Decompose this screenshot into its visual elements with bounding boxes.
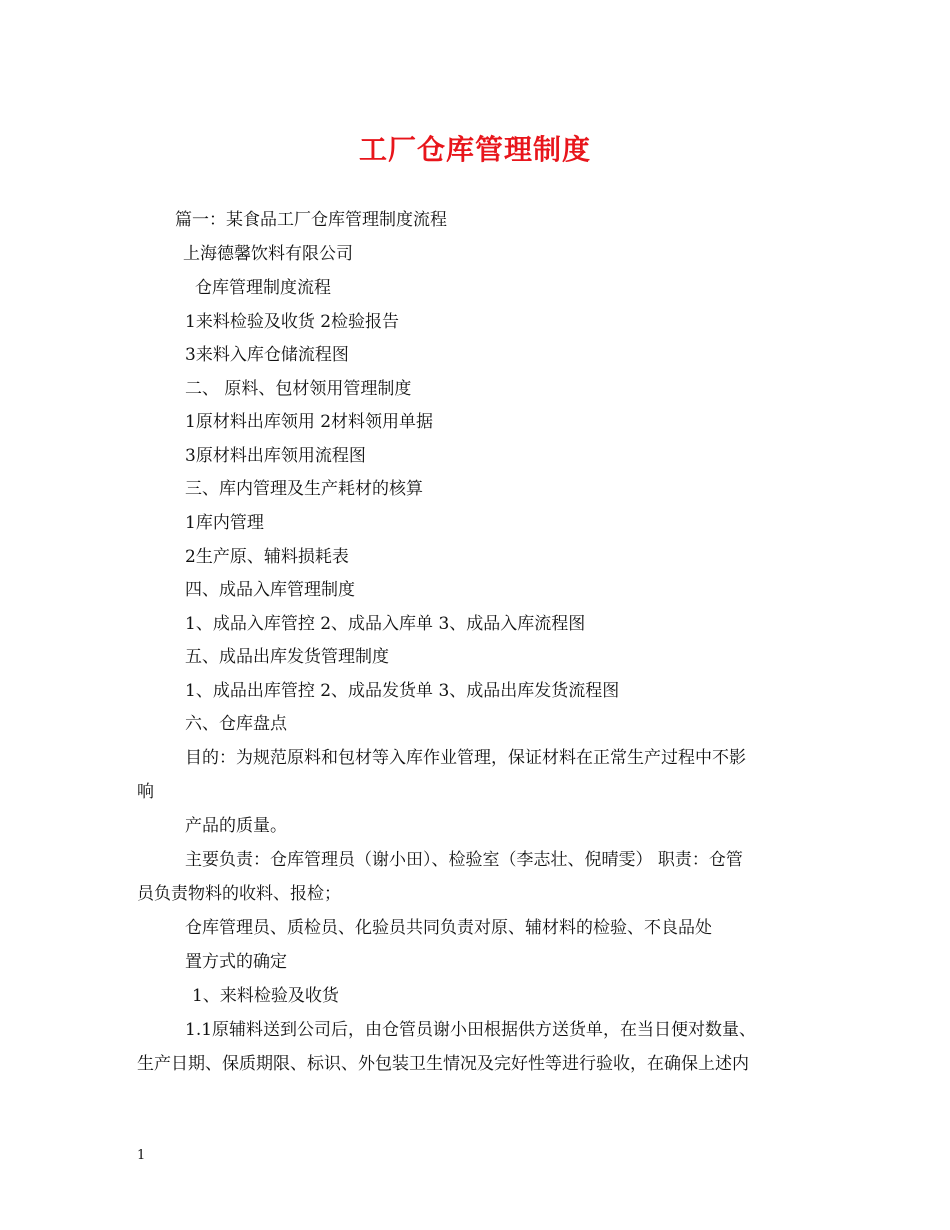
text-line: 3原材料出库领用流程图 (185, 446, 366, 466)
text-line: 仓库管理制度流程 (195, 278, 331, 298)
text-line: 响 (137, 782, 154, 802)
text-line: 1、来料检验及收货 (192, 986, 339, 1006)
text-line: 五、成品出库发货管理制度 (185, 647, 389, 667)
page-number: 1 (137, 1148, 146, 1163)
text-line: 3来料入库仓储流程图 (185, 345, 349, 365)
text-line: 1库内管理 (185, 513, 264, 533)
text-line: 1、成品入库管控 2、成品入库单 3、成品入库流程图 (185, 614, 586, 634)
text-line: 仓库管理员、质检员、化验员共同负责对原、辅材料的检验、不良品处 (185, 918, 712, 938)
text-line: 主要负责：仓库管理员（谢小田）、检验室（李志壮、倪晴雯） 职责：仓管 (185, 850, 743, 870)
text-line: 1.1原辅料送到公司后，由仓管员谢小田根据供方送货单，在当日便对数量、 (185, 1020, 757, 1040)
document-title: 工厂仓库管理制度 (358, 133, 591, 166)
text-line: 六、仓库盘点 (185, 714, 287, 734)
text-line: 产品的质量。 (185, 816, 287, 836)
text-line: 二、 原料、包材领用管理制度 (185, 379, 412, 399)
text-line: 2生产原、辅料损耗表 (185, 547, 349, 567)
text-line: 1原材料出库领用 2材料领用单据 (185, 412, 434, 432)
text-line: 上海德馨饮料有限公司 (183, 244, 353, 264)
text-line: 四、成品入库管理制度 (185, 580, 355, 600)
text-line: 1来料检验及收货 2检验报告 (185, 312, 400, 332)
text-line: 目的：为规范原料和包材等入库作业管理，保证材料在正常生产过程中不影 (185, 748, 746, 768)
text-line: 篇一：某食品工厂仓库管理制度流程 (175, 210, 447, 230)
text-line: 1、成品出库管控 2、成品发货单 3、成品出库发货流程图 (185, 681, 620, 701)
text-line: 员负责物料的收料、报检； (137, 884, 341, 904)
text-line: 生产日期、保质期限、标识、外包装卫生情况及完好性等进行验收，在确保上述内 (137, 1054, 749, 1074)
text-line: 置方式的确定 (185, 952, 287, 972)
text-line: 三、库内管理及生产耗材的核算 (185, 479, 423, 499)
